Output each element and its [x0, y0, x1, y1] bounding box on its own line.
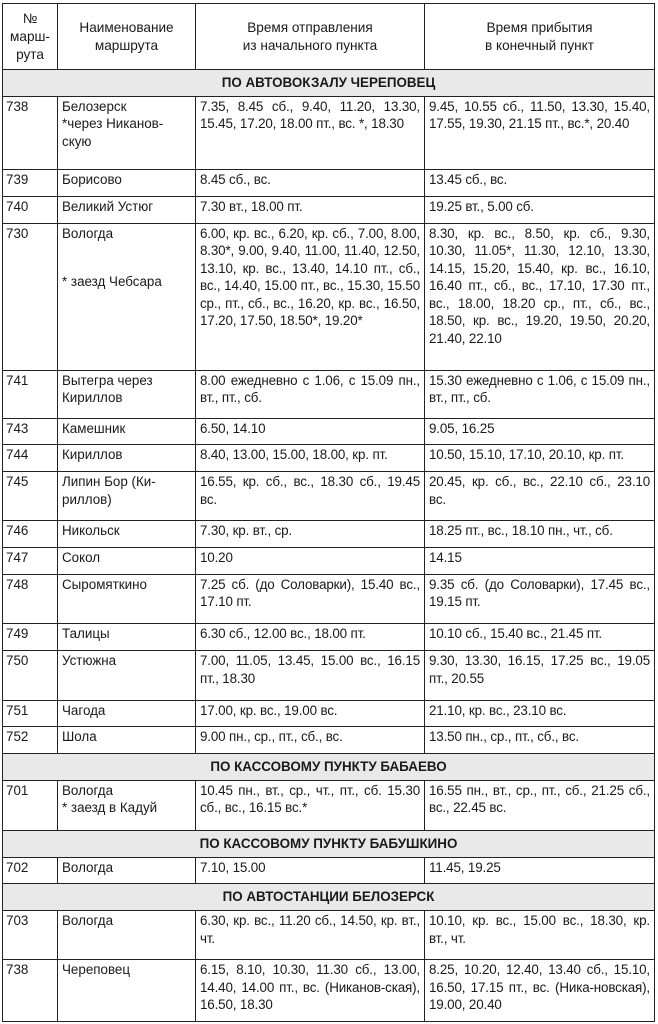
section-header-row	[3, 70, 655, 97]
departure-times: 10.20	[196, 547, 425, 574]
route-note: * заезд в Кадуй	[62, 800, 158, 816]
route-name-cell	[58, 960, 196, 1022]
table-row	[3, 521, 655, 548]
route-name: Камешник	[62, 420, 126, 436]
route-name-cell	[58, 700, 196, 727]
route-name: Сокол	[62, 549, 101, 565]
route-name: Устюжна	[62, 653, 117, 669]
header-departure: Время отправления из начального пункта	[196, 4, 425, 70]
section-header-row	[3, 830, 655, 857]
route-number: 701	[3, 780, 58, 830]
table-row	[3, 911, 655, 960]
arrival-times: 9.30, 13.30, 16.15, 17.25 вс., 19.05 пт., 20.55	[425, 651, 655, 700]
route-name-cell	[58, 445, 196, 472]
arrival-times: 14.15	[425, 547, 655, 574]
arrival-times: 10.50, 15.10, 17.10, 20.10, кр. пт.	[425, 445, 655, 472]
route-name-cell	[58, 651, 196, 700]
route-name-cell	[58, 370, 196, 418]
table-row	[3, 418, 655, 445]
route-number: 752	[3, 727, 58, 754]
table-row	[3, 472, 655, 521]
departure-times: 7.25 сб. (до Соловарки), 15.40 вс., 17.10 пт.	[196, 574, 425, 623]
table-row	[3, 780, 655, 830]
departure-times: 8.45 сб., вс.	[196, 170, 425, 197]
route-number: 748	[3, 574, 58, 623]
route-name: Липин Бор (Ки-риллов)	[62, 474, 156, 507]
route-name-cell	[58, 472, 196, 521]
route-number: 743	[3, 418, 58, 445]
departure-times: 6.00, кр. вс., 6.20, кр. сб., 7.00, 8.00, 8.30*, 9.00, 9.40, 11.00, 11.40, 12.50, 13.10, кр. вс., 13.40, 14.10 пт., сб., вс., 14.40, 15.00 пт., вс., 15.30, 15.50 ср., пт., сб., вс., 16.20, кр. вс., 16.50, 17.20, 17.50, 18.50*, 19.20*	[196, 223, 425, 370]
route-number: 745	[3, 472, 58, 521]
route-name-cell	[58, 911, 196, 960]
route-name: Чагода	[62, 702, 106, 718]
table-row	[3, 223, 655, 370]
route-name: Сыромяткино	[62, 576, 147, 592]
departure-times: 16.55, кр. сб., вс., 18.30 сб., 19.45 вс.	[196, 472, 425, 521]
route-note: *через Никанов-скую	[62, 116, 164, 149]
route-number: 741	[3, 370, 58, 418]
route-number: 703	[3, 911, 58, 960]
arrival-times: 18.25 пт., вс., 18.10 пн., чт., сб.	[425, 521, 655, 548]
route-number: 750	[3, 651, 58, 700]
route-name: Великий Устюг	[62, 198, 154, 214]
arrival-times: 19.25 вт., 5.00 сб.	[425, 196, 655, 223]
route-name: Борисово	[62, 172, 122, 188]
route-name-cell	[58, 623, 196, 651]
departure-times: 6.30, кр. вс., 11.20 сб., 14.50, кр. вт., чт.	[196, 911, 425, 960]
section-header-row	[3, 753, 655, 780]
route-number: 747	[3, 547, 58, 574]
route-number: 746	[3, 521, 58, 548]
route-number: 702	[3, 857, 58, 884]
departure-times: 7.00, 11.05, 13.45, 15.00 вс., 16.15 пт., 18.30	[196, 651, 425, 700]
table-row	[3, 445, 655, 472]
arrival-times: 16.55 пн., вт., ср., пт., сб., 21.25 сб., вс., 22.45 вс.	[425, 780, 655, 830]
table-row	[3, 574, 655, 623]
route-name-cell	[58, 547, 196, 574]
table-row	[3, 170, 655, 197]
route-name: Вологда	[62, 782, 114, 798]
route-name: Вологда	[62, 913, 114, 929]
arrival-times: 11.45, 19.25	[425, 857, 655, 884]
header-route-name: Наименование маршрута	[58, 4, 196, 70]
section-header-row	[3, 884, 655, 911]
table-row	[3, 651, 655, 700]
route-name: Вологда	[62, 859, 114, 875]
arrival-times: 10.10, кр. вс., 15.00 вс., 18.30, кр. вт., чт.	[425, 911, 655, 960]
table-row	[3, 960, 655, 1022]
arrival-times: 13.50 пн., ср., пт., сб., вс.	[425, 727, 655, 754]
header-arrival: Время прибытия в конечный пункт	[425, 4, 655, 70]
route-number: 751	[3, 700, 58, 727]
route-name-cell	[58, 574, 196, 623]
route-name: Череповец	[62, 962, 131, 978]
route-name-cell	[58, 857, 196, 884]
arrival-times: 10.10 сб., 15.40 вс., 21.45 пт.	[425, 623, 655, 651]
section-title: ПО АВТОСТАНЦИИ БЕЛОЗЕРСК	[3, 884, 655, 911]
departure-times: 10.45 пн., вт., ср., чт., пт., сб. 15.30 сб., вс., 16.15 вс.*	[196, 780, 425, 830]
route-name-cell	[58, 727, 196, 754]
route-name: Белозерск	[62, 98, 127, 114]
arrival-times: 8.30, кр. вс., 8.50, кр. сб., 9.30, 10.30, 11.05*, 11.30, 12.10, 13.30, 14.15, 15.20, 15.40, кр. вс., 16.10, 16.40 пт., сб., вс., 17.10, 17.30 пт., вс., 18.00, 18.20 ср., пт., сб., вс., 18.50, кр. вс., 19.20, 19.50, 20.20, 21.40, 22.10	[425, 223, 655, 370]
departure-times: 7.30, кр. вт., ср.	[196, 521, 425, 548]
departure-times: 6.50, 14.10	[196, 418, 425, 445]
schedule-body	[3, 70, 655, 1022]
route-number: 749	[3, 623, 58, 651]
route-name: Шола	[62, 729, 97, 745]
route-name-cell	[58, 418, 196, 445]
table-row	[3, 96, 655, 170]
departure-times: 7.10, 15.00	[196, 857, 425, 884]
arrival-times: 9.45, 10.55 сб., 11.50, 13.30, 15.40, 17.55, 19.30, 21.15 пт., вс.*, 20.40	[425, 96, 655, 170]
route-name-cell	[58, 96, 196, 170]
table-row	[3, 727, 655, 754]
arrival-times: 21.10, кр. вс., 23.10 вс.	[425, 700, 655, 727]
table-row	[3, 700, 655, 727]
arrival-times: 8.25, 10.20, 12.40, 13.40 сб., 15.10, 16.50, 17.15 пт., вс. (Ника-новская), 19.00, 20.40	[425, 960, 655, 1022]
route-name-cell	[58, 521, 196, 548]
route-name-cell	[58, 170, 196, 197]
table-header-row	[3, 4, 655, 70]
table-row	[3, 547, 655, 574]
route-number: 744	[3, 445, 58, 472]
route-note: * заезд Чебсара	[62, 274, 162, 290]
departure-times: 6.15, 8.10, 10.30, 11.30 сб., 13.00, 14.40, 14.00 пт., вс. (Никанов-ская), 16.50, 18.30	[196, 960, 425, 1022]
departure-times: 7.30 вт., 18.00 пт.	[196, 196, 425, 223]
arrival-times: 20.45, кр. сб., вс., 22.10 сб., 23.10 вс.	[425, 472, 655, 521]
route-number: 738	[3, 960, 58, 1022]
arrival-times: 9.05, 16.25	[425, 418, 655, 445]
route-number: 739	[3, 170, 58, 197]
departure-times: 8.40, 13.00, 15.00, 18.00, кр. пт.	[196, 445, 425, 472]
arrival-times: 9.35 сб. (до Соловарки), 17.45 вс., 19.15 пт.	[425, 574, 655, 623]
route-number: 730	[3, 223, 58, 370]
header-route-no: № марш- рута	[3, 4, 58, 70]
section-title: ПО КАССОВОМУ ПУНКТУ БАБАЕВО	[3, 753, 655, 780]
route-name: Талицы	[62, 625, 110, 641]
section-title: ПО АВТОВОКЗАЛУ ЧЕРЕПОВЕЦ	[3, 70, 655, 97]
route-name: Кириллов	[62, 447, 123, 463]
route-name: Вологда	[62, 225, 114, 241]
bus-schedule-table	[2, 3, 655, 1022]
route-name: Вытегра через Кириллов	[62, 372, 153, 406]
route-name-cell	[58, 780, 196, 830]
departure-times: 9.00 пн., ср., пт., сб., вс.	[196, 727, 425, 754]
route-name-cell	[58, 196, 196, 223]
arrival-times: 13.45 сб., вс.	[425, 170, 655, 197]
route-number: 738	[3, 96, 58, 170]
departure-times: 8.00 ежедневно с 1.06, с 15.09 пн., вт., пт., сб.	[196, 370, 425, 418]
section-title: ПО КАССОВОМУ ПУНКТУ БАБУШКИНО	[3, 830, 655, 857]
table-row	[3, 857, 655, 884]
departure-times: 7.35, 8.45 сб., 9.40, 11.20, 13.30, 15.45, 17.20, 18.00 пт., вс. *, 18.30	[196, 96, 425, 170]
table-row	[3, 370, 655, 418]
route-name: Никольск	[62, 523, 120, 539]
departure-times: 17.00, кр. вс., 19.00 вс.	[196, 700, 425, 727]
arrival-times: 15.30 ежедневно с 1.06, с 15.09 пн., вт., пт., сб.	[425, 370, 655, 418]
route-name-cell	[58, 223, 196, 370]
table-row	[3, 196, 655, 223]
departure-times: 6.30 сб., 12.00 вс., 18.00 пт.	[196, 623, 425, 651]
table-row	[3, 623, 655, 651]
route-number: 740	[3, 196, 58, 223]
